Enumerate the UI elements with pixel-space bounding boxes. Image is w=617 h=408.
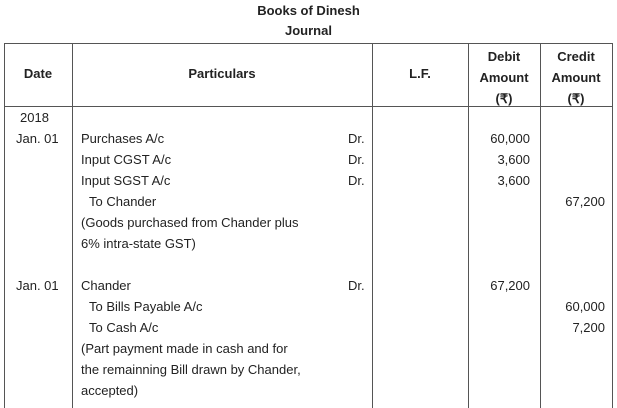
entry-1-line-2-debit: 3,600 <box>497 152 530 167</box>
entry-1-line-4-credit: 67,200 <box>565 194 605 209</box>
entry-2-line-1-dr: Dr. <box>348 278 365 293</box>
entry-1-narration-1: (Goods purchased from Chander plus <box>81 215 299 230</box>
entry-1-line-3-text: Input SGST A/c <box>81 173 171 188</box>
entry-2-narration-3: accepted) <box>81 383 139 398</box>
entry-2-line-1-debit: 67,200 <box>490 278 530 293</box>
entry-2-line-1-text: Chander <box>81 278 131 293</box>
entry-1-line-3-dr: Dr. <box>348 173 365 188</box>
entry-1-line-1-debit: 60,000 <box>490 131 530 146</box>
entry-2-line-3-credit: 7,200 <box>572 320 605 335</box>
entry-2-line-2-text: To Bills Payable A/c <box>89 299 203 314</box>
particulars-column-divider <box>372 43 373 408</box>
header-debit <box>468 46 540 109</box>
header-debit-line2: Amount <box>479 70 529 85</box>
header-debit-line3: (₹) <box>495 91 513 106</box>
header-credit-line3: (₹) <box>567 91 585 106</box>
entry-2-line-2-credit: 60,000 <box>565 299 605 314</box>
entry-1-date: Jan. 01 <box>16 131 59 146</box>
header-lf: L.F. <box>409 66 431 81</box>
entry-2-line-3-text: To Cash A/c <box>89 320 159 335</box>
entry-1-line-4-text: To Chander <box>89 194 157 209</box>
header-credit-line2: Amount <box>551 70 601 85</box>
entry-1-line-3-debit: 3,600 <box>497 173 530 188</box>
header-credit-line1: Credit <box>557 49 595 64</box>
entry-1-line-2-text: Input CGST A/c <box>81 152 172 167</box>
header-credit <box>540 46 612 109</box>
entry-1-line-1-text: Purchases A/c <box>81 131 165 146</box>
header-debit-line1: Debit <box>487 49 521 64</box>
header-particulars: Particulars <box>188 66 256 81</box>
book-title: Books of Dinesh <box>257 3 360 18</box>
entry-1-narration-2: 6% intra-state GST) <box>81 236 196 251</box>
entry-1-line-1-dr: Dr. <box>348 131 365 146</box>
year-label: 2018 <box>20 110 49 125</box>
table-top-border <box>4 43 613 44</box>
table-left-border <box>4 43 5 408</box>
date-column-divider <box>72 43 73 408</box>
table-right-border <box>612 43 613 408</box>
entry-2-narration-1: (Part payment made in cash and for <box>81 341 288 356</box>
entry-2-date: Jan. 01 <box>16 278 59 293</box>
journal-title: Journal <box>285 23 332 38</box>
header-date: Date <box>23 66 53 81</box>
entry-1-line-2-dr: Dr. <box>348 152 365 167</box>
entry-2-narration-2: the remainning Bill drawn by Chander, <box>81 362 301 377</box>
